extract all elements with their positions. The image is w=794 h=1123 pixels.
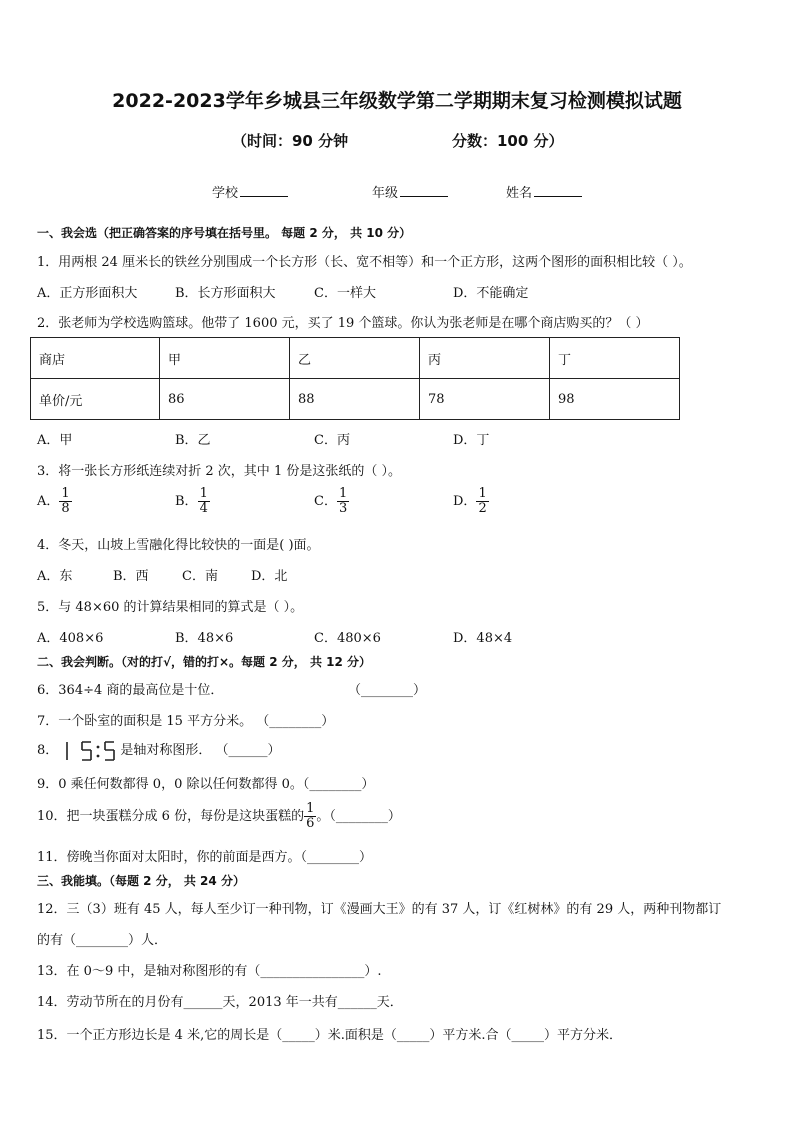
q1-option-c[interactable]: C．一样大: [314, 286, 376, 301]
digital-clock-icon: [62, 740, 120, 762]
school-blank[interactable]: [240, 184, 288, 197]
grade-label: 年级: [372, 186, 399, 201]
q3-option-c[interactable]: [314, 487, 349, 516]
table-row: [31, 379, 680, 420]
q3-option-b[interactable]: [175, 487, 210, 516]
fraction: [304, 802, 316, 831]
denominator: 4: [199, 501, 208, 516]
question-2: 2．张老师为学校选购篮球。他带了 1600 元，买了 19 个篮球。你认为张老师是在哪个商店购买的？（ ）: [37, 316, 649, 331]
q1-option-b[interactable]: B．长方形面积大: [175, 286, 276, 301]
grade-field[interactable]: [372, 182, 448, 201]
name-label: 姓名: [506, 186, 533, 201]
table-cell: 甲: [160, 338, 290, 379]
denominator: 8: [61, 501, 70, 516]
denominator: 3: [338, 501, 348, 516]
option-label: D．: [453, 494, 477, 509]
time-label: （时间：90 分钟: [232, 132, 349, 150]
table-cell: 商店: [31, 338, 160, 379]
question-15: 15．一个正方形边长是 4 米,它的周长是（_____）米.面积是（_____）平方米.合（_____）平方分米．: [37, 1028, 622, 1043]
denominator: 2: [478, 501, 487, 516]
q5-option-d[interactable]: D．48×4: [453, 631, 513, 646]
question-3: 3．将一张长方形纸连续对折 2 次，其中 1 份是这张纸的（ ）。: [37, 464, 401, 479]
option-label: A．: [37, 494, 60, 509]
table-row: [31, 338, 680, 379]
q5-option-a[interactable]: A．408×6: [37, 631, 104, 646]
q2-option-c[interactable]: C．丙: [314, 433, 350, 448]
fraction: [198, 487, 210, 516]
page-title: 2022-2023学年乡城县三年级数学第二学期期末复习检测模拟试题: [112, 90, 682, 112]
q4-option-d[interactable]: D．北: [251, 569, 288, 584]
q2-option-a[interactable]: A．甲: [37, 433, 73, 448]
numerator: 1: [338, 486, 348, 501]
table-cell: 乙: [290, 338, 420, 379]
q8-prefix: 8．: [37, 743, 59, 758]
question-6: 6．364÷4 商的最高位是十位．: [37, 683, 224, 698]
question-10: [37, 802, 401, 831]
table-cell: 98: [550, 379, 680, 420]
section1-heading: 一、我会选（把正确答案的序号填在括号里。 每题 2 分， 共 10 分）: [37, 226, 412, 240]
table-cell: 86: [160, 379, 290, 420]
question-4: 4．冬天，山坡上雪融化得比较快的一面是( )面。: [37, 538, 320, 553]
numerator: 1: [478, 486, 487, 501]
table-cell: 丙: [420, 338, 550, 379]
question-12-line1: 12．三（3）班有 45 人，每人至少订一种刊物，订《漫画大王》的有 37 人，订《红树林》的有 29 人，两种刊物都订: [37, 902, 722, 917]
q4-option-c[interactable]: C．南: [182, 569, 218, 584]
question-12-line2: 的有（________）人．: [37, 933, 168, 948]
q4-option-b[interactable]: B．西: [113, 569, 149, 584]
q1-option-d[interactable]: D．不能确定: [453, 286, 529, 301]
table-cell: 丁: [550, 338, 680, 379]
question-7: 7．一个卧室的面积是 15 平方分米。 （________）: [37, 714, 335, 729]
q10-suffix: 。（________）: [316, 809, 401, 824]
table-cell: 单价/元: [31, 379, 160, 420]
q6-answer-blank[interactable]: （________）: [348, 683, 427, 698]
q3-option-d[interactable]: [453, 487, 489, 516]
q1-option-a[interactable]: A．正方形面积大: [37, 286, 138, 301]
fraction: [59, 487, 71, 516]
q2-option-b[interactable]: B．乙: [175, 433, 211, 448]
q5-option-c[interactable]: C．480×6: [314, 631, 381, 646]
section3-heading: 三、我能填。（每题 2 分， 共 24 分）: [37, 874, 245, 888]
section2-heading: 二、我会判断。（对的打√，错的打×。每题 2 分， 共 12 分）: [37, 655, 371, 669]
q8-suffix: 是轴对称图形． （______）: [120, 743, 281, 758]
q2-option-d[interactable]: D．丁: [453, 433, 490, 448]
score-label: 分数：100 分）: [452, 132, 564, 150]
question-14: 14．劳动节所在的月份有______天，2013 年一共有______天．: [37, 995, 403, 1010]
table-cell: 88: [290, 379, 420, 420]
question-9: 9．0 乘任何数都得 0，0 除以任何数都得 0。（________）: [37, 777, 375, 792]
question-8: [37, 739, 281, 762]
option-label: C．: [314, 494, 337, 509]
name-blank[interactable]: [534, 184, 582, 197]
numerator: 1: [199, 486, 208, 501]
question-5: 5．与 48×60 的计算结果相同的算式是（ ）。: [37, 600, 304, 615]
question-11: 11．傍晚当你面对太阳时，你的前面是西方。（________）: [37, 850, 373, 865]
question-13: 13．在 0～9 中，是轴对称图形的有（________________）.: [37, 964, 382, 979]
q4-option-a[interactable]: A．东: [37, 569, 73, 584]
grade-blank[interactable]: [400, 184, 448, 197]
table-cell: 78: [420, 379, 550, 420]
q10-prefix: 10．把一块蛋糕分成 6 份，每份是这块蛋糕的: [37, 809, 305, 824]
price-table: [30, 337, 680, 420]
numerator: 1: [306, 801, 315, 816]
option-label: B．: [175, 494, 198, 509]
q5-option-b[interactable]: B．48×6: [175, 631, 234, 646]
school-label: 学校: [212, 186, 239, 201]
denominator: 6: [306, 816, 315, 831]
name-field[interactable]: [506, 182, 582, 201]
question-1: 1．用两根 24 厘米长的铁丝分别围成一个长方形（长、宽不相等）和一个正方形，这两个图形的面积相比较（ ）。: [37, 255, 692, 270]
fraction: [476, 487, 488, 516]
numerator: 1: [61, 486, 70, 501]
q3-option-a[interactable]: [37, 487, 72, 516]
school-field[interactable]: [212, 182, 288, 201]
fraction: [337, 487, 349, 516]
